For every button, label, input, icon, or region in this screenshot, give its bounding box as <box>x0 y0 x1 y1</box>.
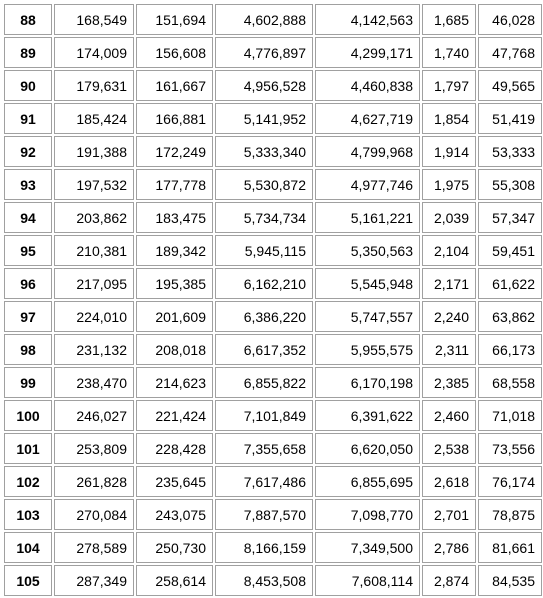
table-row <box>4 334 542 365</box>
data-table <box>2 2 543 598</box>
value-cell-1: 246,027 <box>54 400 134 431</box>
level-cell: 104 <box>4 532 52 563</box>
value-cell-1: 238,470 <box>54 367 134 398</box>
level-cell: 103 <box>4 499 52 530</box>
value-cell-4: 5,955,575 <box>315 334 420 365</box>
value-cell-3: 7,101,849 <box>215 400 313 431</box>
value-cell-2: 161,667 <box>136 70 213 101</box>
value-cell-5: 2,171 <box>422 268 476 299</box>
value-cell-4: 5,161,221 <box>315 202 420 233</box>
value-cell-5: 1,854 <box>422 103 476 134</box>
value-cell-6: 61,622 <box>478 268 542 299</box>
value-cell-5: 1,914 <box>422 136 476 167</box>
level-cell: 89 <box>4 37 52 68</box>
value-cell-1: 270,084 <box>54 499 134 530</box>
table-row <box>4 367 542 398</box>
table-row <box>4 103 542 134</box>
level-cell: 88 <box>4 4 52 35</box>
level-cell: 92 <box>4 136 52 167</box>
value-cell-3: 5,734,734 <box>215 202 313 233</box>
value-cell-3: 6,617,352 <box>215 334 313 365</box>
table-row <box>4 70 542 101</box>
value-cell-5: 2,701 <box>422 499 476 530</box>
value-cell-5: 2,039 <box>422 202 476 233</box>
value-cell-2: 221,424 <box>136 400 213 431</box>
value-cell-6: 68,558 <box>478 367 542 398</box>
value-cell-3: 5,530,872 <box>215 169 313 200</box>
value-cell-5: 2,538 <box>422 433 476 464</box>
table-row <box>4 400 542 431</box>
value-cell-1: 168,549 <box>54 4 134 35</box>
value-cell-2: 177,778 <box>136 169 213 200</box>
value-cell-4: 4,627,719 <box>315 103 420 134</box>
value-cell-6: 47,768 <box>478 37 542 68</box>
value-cell-6: 84,535 <box>478 565 542 596</box>
value-cell-5: 2,311 <box>422 334 476 365</box>
value-cell-2: 189,342 <box>136 235 213 266</box>
value-cell-5: 2,618 <box>422 466 476 497</box>
value-cell-4: 4,142,563 <box>315 4 420 35</box>
level-cell: 90 <box>4 70 52 101</box>
value-cell-3: 5,945,115 <box>215 235 313 266</box>
table-row <box>4 532 542 563</box>
value-cell-2: 258,614 <box>136 565 213 596</box>
value-cell-1: 287,349 <box>54 565 134 596</box>
value-cell-2: 250,730 <box>136 532 213 563</box>
value-cell-2: 235,645 <box>136 466 213 497</box>
value-cell-4: 5,747,557 <box>315 301 420 332</box>
table-row <box>4 202 542 233</box>
value-cell-2: 166,881 <box>136 103 213 134</box>
value-cell-4: 4,460,838 <box>315 70 420 101</box>
value-cell-5: 1,797 <box>422 70 476 101</box>
value-cell-1: 253,809 <box>54 433 134 464</box>
value-cell-4: 6,620,050 <box>315 433 420 464</box>
value-cell-4: 7,098,770 <box>315 499 420 530</box>
table-row <box>4 565 542 596</box>
table-row <box>4 169 542 200</box>
level-cell: 102 <box>4 466 52 497</box>
table-row <box>4 4 542 35</box>
level-cell: 91 <box>4 103 52 134</box>
value-cell-1: 210,381 <box>54 235 134 266</box>
level-cell: 98 <box>4 334 52 365</box>
level-cell: 99 <box>4 367 52 398</box>
table-row <box>4 301 542 332</box>
value-cell-5: 1,685 <box>422 4 476 35</box>
value-cell-4: 7,608,114 <box>315 565 420 596</box>
value-cell-5: 2,385 <box>422 367 476 398</box>
value-cell-4: 5,545,948 <box>315 268 420 299</box>
value-cell-6: 73,556 <box>478 433 542 464</box>
value-cell-6: 76,174 <box>478 466 542 497</box>
value-cell-5: 1,975 <box>422 169 476 200</box>
table-row <box>4 268 542 299</box>
value-cell-6: 78,875 <box>478 499 542 530</box>
value-cell-5: 1,740 <box>422 37 476 68</box>
level-cell: 93 <box>4 169 52 200</box>
table-row <box>4 136 542 167</box>
value-cell-6: 49,565 <box>478 70 542 101</box>
value-cell-4: 6,391,622 <box>315 400 420 431</box>
value-cell-4: 4,299,171 <box>315 37 420 68</box>
value-cell-2: 151,694 <box>136 4 213 35</box>
level-cell: 94 <box>4 202 52 233</box>
table-row <box>4 235 542 266</box>
value-cell-2: 195,385 <box>136 268 213 299</box>
value-cell-6: 59,451 <box>478 235 542 266</box>
value-cell-2: 172,249 <box>136 136 213 167</box>
value-cell-1: 185,424 <box>54 103 134 134</box>
value-cell-3: 7,355,658 <box>215 433 313 464</box>
value-cell-6: 51,419 <box>478 103 542 134</box>
value-cell-3: 6,855,822 <box>215 367 313 398</box>
value-cell-5: 2,786 <box>422 532 476 563</box>
table-row <box>4 466 542 497</box>
value-cell-6: 81,661 <box>478 532 542 563</box>
value-cell-6: 46,028 <box>478 4 542 35</box>
level-cell: 105 <box>4 565 52 596</box>
value-cell-3: 4,956,528 <box>215 70 313 101</box>
value-cell-5: 2,240 <box>422 301 476 332</box>
value-cell-6: 53,333 <box>478 136 542 167</box>
value-cell-2: 243,075 <box>136 499 213 530</box>
value-cell-1: 224,010 <box>54 301 134 332</box>
value-cell-2: 214,623 <box>136 367 213 398</box>
value-cell-1: 231,132 <box>54 334 134 365</box>
value-cell-1: 179,631 <box>54 70 134 101</box>
value-cell-4: 4,799,968 <box>315 136 420 167</box>
value-cell-3: 4,776,897 <box>215 37 313 68</box>
value-cell-1: 217,095 <box>54 268 134 299</box>
value-cell-6: 66,173 <box>478 334 542 365</box>
value-cell-1: 278,589 <box>54 532 134 563</box>
value-cell-4: 6,170,198 <box>315 367 420 398</box>
value-cell-4: 5,350,563 <box>315 235 420 266</box>
value-cell-3: 6,162,210 <box>215 268 313 299</box>
value-cell-3: 7,887,570 <box>215 499 313 530</box>
level-cell: 95 <box>4 235 52 266</box>
value-cell-6: 63,862 <box>478 301 542 332</box>
value-cell-1: 261,828 <box>54 466 134 497</box>
value-cell-3: 8,166,159 <box>215 532 313 563</box>
table-row <box>4 37 542 68</box>
value-cell-3: 8,453,508 <box>215 565 313 596</box>
value-cell-6: 55,308 <box>478 169 542 200</box>
level-cell: 101 <box>4 433 52 464</box>
value-cell-2: 183,475 <box>136 202 213 233</box>
table-row <box>4 499 542 530</box>
value-cell-6: 57,347 <box>478 202 542 233</box>
value-cell-6: 71,018 <box>478 400 542 431</box>
value-cell-3: 5,141,952 <box>215 103 313 134</box>
level-cell: 100 <box>4 400 52 431</box>
value-cell-1: 197,532 <box>54 169 134 200</box>
value-cell-1: 203,862 <box>54 202 134 233</box>
value-cell-4: 4,977,746 <box>315 169 420 200</box>
value-cell-2: 208,018 <box>136 334 213 365</box>
table-body <box>4 4 542 596</box>
value-cell-5: 2,460 <box>422 400 476 431</box>
value-cell-1: 191,388 <box>54 136 134 167</box>
value-cell-1: 174,009 <box>54 37 134 68</box>
level-cell: 96 <box>4 268 52 299</box>
value-cell-2: 228,428 <box>136 433 213 464</box>
value-cell-2: 201,609 <box>136 301 213 332</box>
value-cell-4: 7,349,500 <box>315 532 420 563</box>
value-cell-3: 4,602,888 <box>215 4 313 35</box>
value-cell-3: 6,386,220 <box>215 301 313 332</box>
value-cell-2: 156,608 <box>136 37 213 68</box>
value-cell-3: 7,617,486 <box>215 466 313 497</box>
level-cell: 97 <box>4 301 52 332</box>
value-cell-4: 6,855,695 <box>315 466 420 497</box>
value-cell-3: 5,333,340 <box>215 136 313 167</box>
value-cell-5: 2,874 <box>422 565 476 596</box>
table-row <box>4 433 542 464</box>
value-cell-5: 2,104 <box>422 235 476 266</box>
